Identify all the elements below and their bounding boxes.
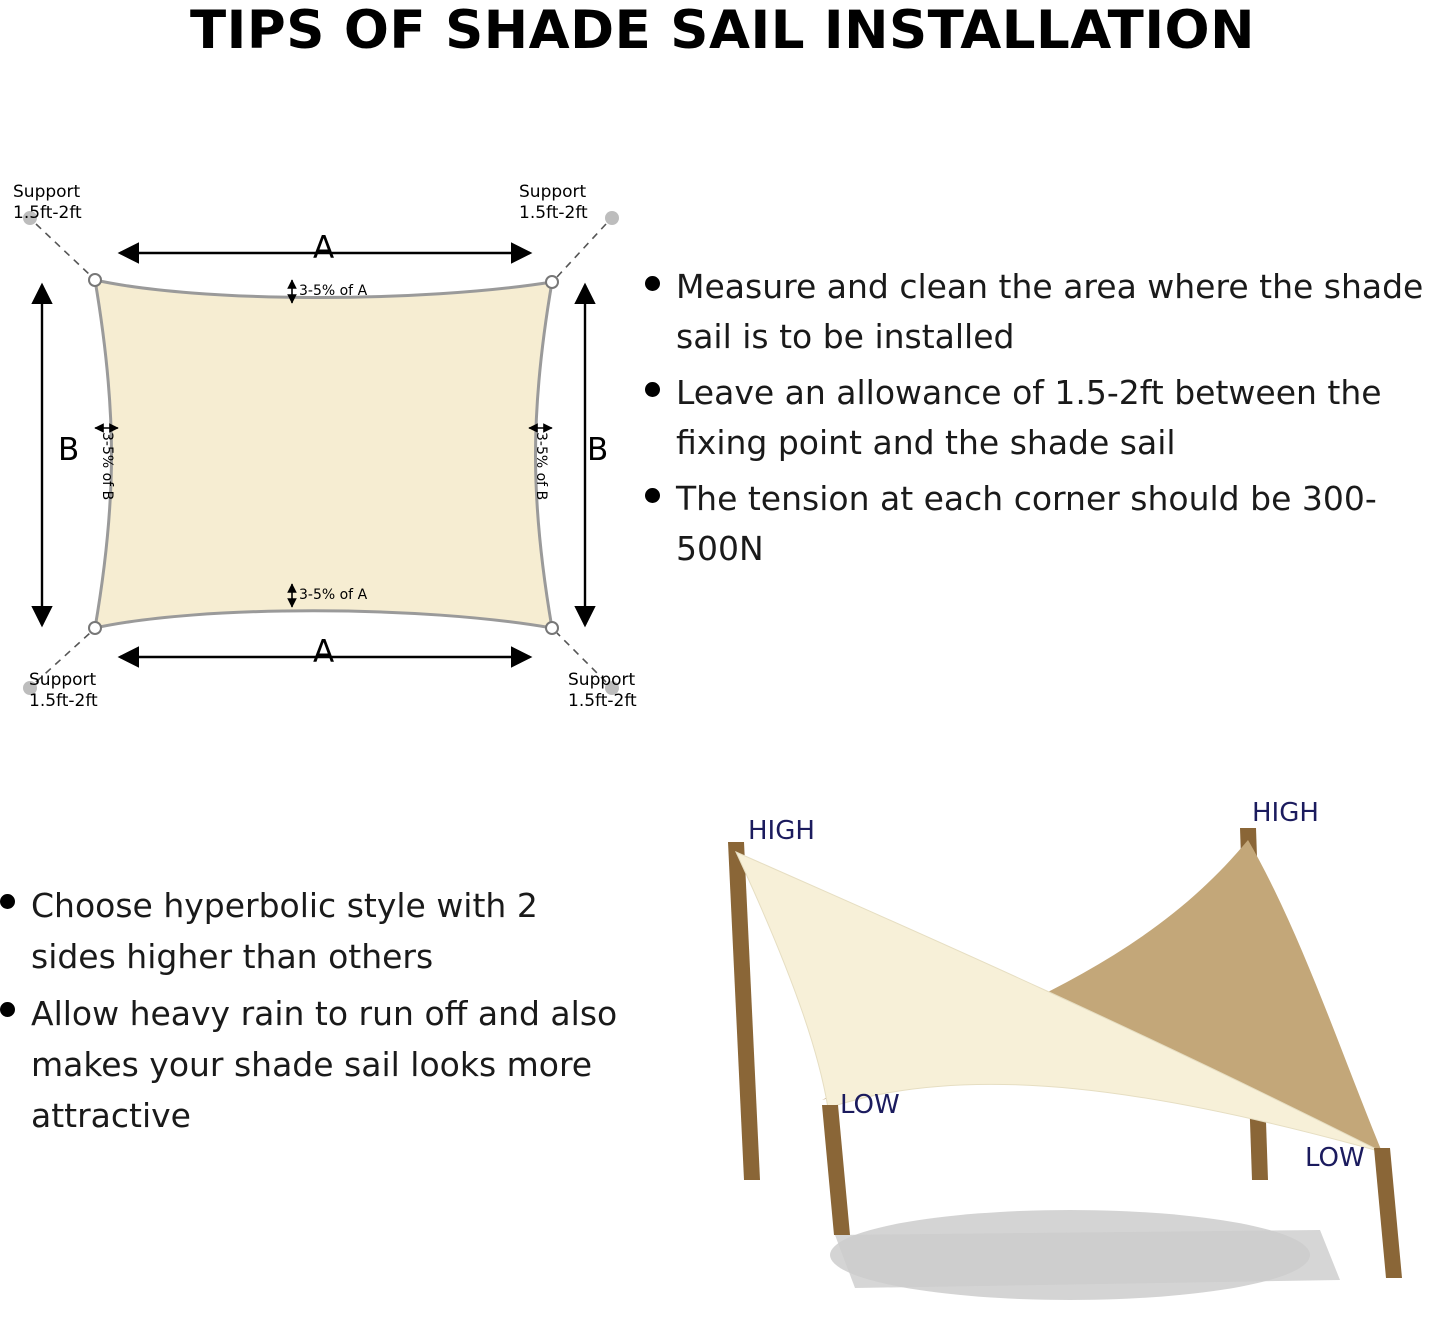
curve-label-bottom: 3-5% of A — [299, 587, 368, 603]
list-item-text: Measure and clean the area where the shade sail is to be installed — [676, 267, 1424, 356]
list-item — [0, 988, 620, 1141]
curve-label-top: 3-5% of A — [299, 283, 368, 299]
list-item-text: Choose hyperbolic style with 2 sides higher than others — [31, 886, 538, 976]
list-item-text: The tension at each corner should be 300-500N — [676, 479, 1377, 568]
support-line-top-left — [36, 224, 90, 275]
corner-grommet-top-right — [546, 276, 558, 288]
list-item — [0, 880, 620, 982]
corner-grommet-top-left — [89, 274, 101, 286]
bullet-dot-icon — [0, 894, 15, 909]
list-item-text: Allow heavy rain to run off and also makes your shade sail looks more attractive — [31, 994, 618, 1135]
page-title: TIPS OF SHADE SAIL INSTALLATION — [190, 0, 1255, 61]
installation-tips-list — [645, 262, 1445, 580]
support-label-bottom-left: Support 1.5ft-2ft — [29, 670, 98, 711]
shadow-patch — [835, 1230, 1340, 1288]
hyperbolic-sail-illustration — [640, 760, 1445, 1319]
list-item — [645, 368, 1445, 468]
support-label-bottom-right: Support 1.5ft-2ft — [568, 670, 637, 711]
bullet-dot-icon — [645, 382, 660, 397]
label-low-right: LOW — [1305, 1143, 1365, 1173]
curve-label-left: 3-5% of B — [99, 432, 115, 501]
list-item-text: Leave an allowance of 1.5-2ft between the fixing point and the shade sail — [676, 373, 1382, 462]
bullet-dot-icon — [645, 488, 660, 503]
support-label-top-right: Support 1.5ft-2ft — [519, 182, 588, 223]
label-low-left: LOW — [840, 1090, 900, 1120]
bullet-dot-icon — [0, 1002, 15, 1017]
dimension-label-right-b: B — [587, 432, 609, 468]
support-label-top-left: Support 1.5ft-2ft — [13, 182, 82, 223]
list-item — [645, 262, 1445, 362]
corner-grommet-bottom-left — [89, 622, 101, 634]
dimension-label-top-a: A — [313, 230, 335, 266]
dimension-label-left-b: B — [58, 432, 80, 468]
dimension-label-bottom-a: A — [313, 634, 335, 670]
support-line-top-right — [557, 224, 606, 277]
label-high-left: HIGH — [748, 816, 815, 846]
list-item — [645, 474, 1445, 574]
label-high-right: HIGH — [1252, 798, 1319, 828]
pole-low-right — [1374, 1148, 1402, 1278]
bullet-dot-icon — [645, 276, 660, 291]
sail-shape — [95, 280, 552, 628]
support-anchor-top-right — [605, 211, 619, 225]
corner-grommet-bottom-right — [546, 622, 558, 634]
hyperbolic-style-tips-list — [0, 880, 620, 1147]
curve-label-right: 3-5% of B — [533, 432, 549, 501]
shade-sail-dimension-diagram — [0, 160, 660, 730]
pole-low-left — [822, 1105, 850, 1235]
